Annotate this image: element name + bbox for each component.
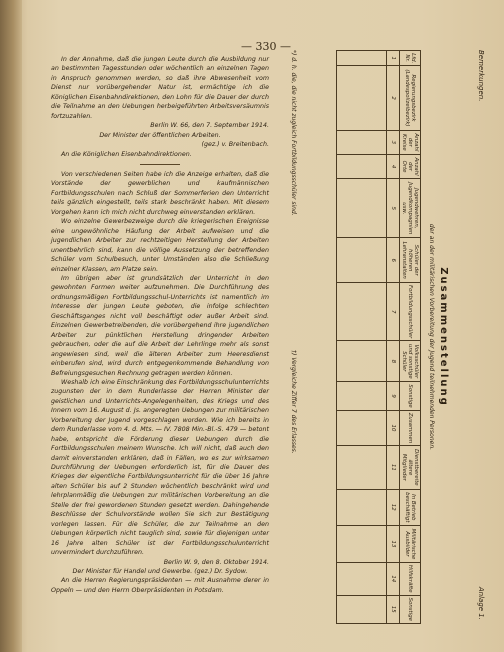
- place-date-2: Berlin W. 9, den 8. Oktober 1914.: [163, 558, 269, 566]
- table-header: Anzahl der Orte: [400, 154, 421, 178]
- paragraph-4: Im übrigen aber ist grundsätzlich der Unterricht in den gewohnten Formen weiter aufzunehmen. Die Durchführung des ordnungsmäßigen Fortbildungsschul-Unterrichts ist namentlich im Interesse der jungen Leute geboten, die infolge schlechten Geschäftsganges nicht voll beschäftigt oder außer Arbeit sind. Einzelnen Gewerbetreibenden, die vorübergehend ihre jugendlichen Arbeiter zur pünktlichen Herstellung dringender Arbeiten gebrauchen, oder die auf die Arbeit der Lehrlinge mehr als sonst angewiesen sind, weil die älteren Arbeiter zum Heeresdienst einberufen sind, wird durch entgegenkommende Behandlung von Befreiungsgesuchen Rechnung getragen werden können.: [51, 274, 269, 377]
- table-header: Volksschüler und sonstige Schüler: [400, 341, 421, 382]
- remarks-label: Bemerkungen.: [477, 50, 485, 102]
- paragraph-2: Von verschiedenen Seiten habe ich die Anzeige erhalten, daß die Vorstände der gewerblichen und kaufmännischen Fortbildungsschulen nach Schluß der Sommerferien den Unterricht teils gänzlich eingestellt, teils stark beschränkt haben. Mit diesem Vorgehen kann ich mich nicht durchweg einverstanden erklären.: [51, 170, 269, 216]
- book-spine: [0, 0, 22, 652]
- table-header: Schüler der höheren Lehranstalten: [400, 238, 421, 283]
- table-header: In Betrieb beschäftigt: [400, 489, 421, 525]
- column-number: 8: [387, 341, 400, 382]
- table-header: Sonstige: [400, 595, 421, 623]
- column-number: 1: [387, 51, 400, 66]
- table-header: Zusammen: [400, 410, 421, 445]
- column-number: 6: [387, 238, 400, 283]
- column-number: 7: [387, 283, 400, 341]
- column-number: 15: [387, 595, 400, 623]
- column-number: 4: [387, 154, 400, 178]
- left-column-text: [51, 55, 269, 595]
- table-number-row: [387, 51, 400, 624]
- paragraph-1: In der Annahme, daß die jungen Leute durch die Ausbildung nur an bestimmten Tagesstunden oder wöchentlich an einzelnen Tagen in Anspruch genommen werden, so daß ihre Abwesenheit vom Dienst nur vorübergehender Natur ist, ermächtige ich die Königlichen Eisenbahndirektionen, den Lohn für die Dauer der durch die Teilnahme an den Uebungen herbeigeführten Arbeitsversäumnis fortzuzahlen.: [51, 56, 269, 120]
- table-header: Sonstige: [400, 382, 421, 410]
- table-header: Militärische Ausbilder: [400, 526, 421, 563]
- signature-2: Der Minister für Handel und Gewerbe. (gez.) Dr. Sydow.: [72, 568, 248, 576]
- column-number: 2: [387, 66, 400, 130]
- table-header: Dienstbereite ältere Mitglieder: [400, 446, 421, 489]
- divider: [140, 164, 180, 165]
- summary-table: [336, 50, 421, 624]
- table-header: Lfd. Nr.: [400, 51, 421, 66]
- place-date-1: Berlin W. 66, den 7. September 1914.: [150, 122, 269, 130]
- footnote-2: †) Vergleiche Ziffer 7 des Erlasses.: [290, 350, 297, 454]
- paragraph-5: Weshalb ich eine Einschränkung des Fortbildungsschulunterrichts zugunsten der in dem Runderlasse der Herren Minister der geistlichen und Unterrichts-Angelegenheiten, des Kriegs und des Innern vom 16. August d. Js. angeregten Uebungen zur militärischen Vorbereitung der Jugend vorgeschlagen worden. Wie ich bereits in dem Runderlasse vom 4. d. Mts. — IV. 7808 Min.-Bl.-S. 479 — betont habe, entspricht die Förderung dieser Uebungen durch die Fortbildungsschulen meinem Wunsche. Ich will nicht, daß auch den damit einverstanden erklären, daß in Fällen, wo es zur wirksamen Durchführung der Uebungen erforderlich ist, für die Dauer des Krieges der eigentliche Fortbildungsunterricht für die über 16 Jahre alten Schüler bis auf 2 Stunden wöchentlich beschränkt wird und lehrplanmäßig die Uebungen zur militärischen Vorbereitung an die Stelle der frei gewordenen Stunden gesetzt werden. Dahingehende Beschlüsse der Schulvorstände wollen Sie sich zur Bestätigung vorlegen lassen. Für die Schüler, die zur Teilnahme an den Uebungen körperlich nicht tauglich sind, sowie für diejenigen unter 16 Jahre alten Schüler ist der Fortbildungsschulunterricht unvermindert durchzuführen.: [51, 378, 269, 557]
- annex-label: Anlage 1.: [477, 586, 485, 620]
- table-header: Regierungsbezirk (Landespolizeibezirk): [400, 66, 421, 130]
- rotated-table-page: [283, 50, 487, 624]
- table-empty-row: [337, 51, 387, 624]
- column-number: 12: [387, 489, 400, 525]
- paragraph-3: Wo einzelne Gewerbezweige durch die kriegerischen Ereignisse eine ungewöhnliche Häufung der Arbeit aufweisen und die jugendlichen Arbeiter zur rechtzeitigen Herstellung der Arbeiten unentbehrlich sind, kann die völlige Aussetzung der betreffenden Schüler vom Schulbesuch, unter Umständen also die Schließung einzelner Klassen, am Platze sein.: [51, 218, 269, 273]
- column-number: 11: [387, 446, 400, 489]
- table-title: Zusammenstellung: [438, 267, 449, 407]
- column-number: 14: [387, 562, 400, 595]
- column-number: 13: [387, 526, 400, 563]
- table-header-row: [400, 51, 421, 624]
- column-number: 5: [387, 179, 400, 238]
- table-header: Anzahl der Kreise: [400, 130, 421, 154]
- column-number: 10: [387, 410, 400, 445]
- table-header: Hilfskräfte: [400, 562, 421, 595]
- column-number: 9: [387, 382, 400, 410]
- column-number: 3: [387, 130, 400, 154]
- table-header: Jugendwehren, Jugendkompagnien usw.: [400, 179, 421, 238]
- signature-title-1: Der Minister der öffentlichen Arbeiten.: [99, 131, 221, 139]
- signature-name-1: (gez.) v. Breitenbach.: [201, 141, 269, 149]
- table-header: Fortbildungsschüler: [400, 283, 421, 341]
- footnote-1: *) d. h. die, die nicht zugleich Fortbildungsschüler sind.: [290, 50, 297, 216]
- table-subtitle: der an der militärischen Vorbereitung der Jugend teilnehmenden Personen.: [428, 223, 435, 451]
- page-number: — 330 —: [241, 40, 291, 53]
- rotated-table-area: [283, 50, 487, 624]
- address-1: An die Königlichen Eisenbahndirektionen.: [61, 150, 192, 158]
- address-2: An die Herren Regierungspräsidenten — mit Ausnahme derer in Oppeln — und den Herrn Oberpräsidenten in Potsdam.: [51, 577, 269, 594]
